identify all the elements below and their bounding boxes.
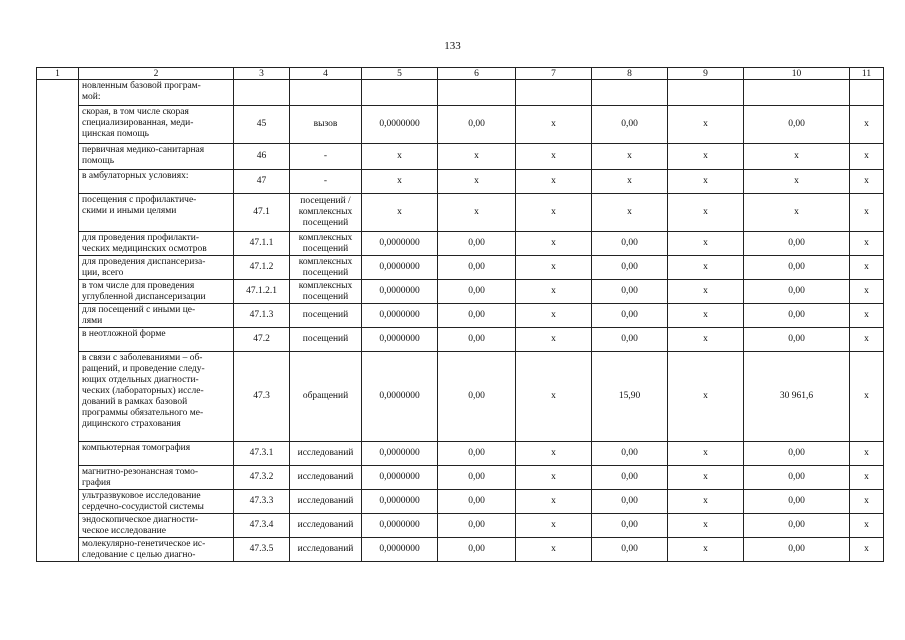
cell-col7: х <box>516 194 592 232</box>
cell-col6: 0,00 <box>438 538 516 562</box>
cell-col10: 0,00 <box>744 304 850 328</box>
row-unit: комплексных посещений <box>290 280 362 304</box>
cell-col9: х <box>668 170 744 194</box>
cell-col5: 0,0000000 <box>362 328 438 352</box>
cell-col9: х <box>668 232 744 256</box>
cell-col8: 0,00 <box>592 466 668 490</box>
row-description: ультразвуковое исследование сердечно-сосудистой системы <box>79 490 234 514</box>
cell-col5: 0,0000000 <box>362 538 438 562</box>
cell-col5: х <box>362 170 438 194</box>
table-row <box>37 280 884 304</box>
cell-col10: 0,00 <box>744 466 850 490</box>
row-description: эндоскопическое диагности- ческое исследование <box>79 514 234 538</box>
row-unit: вызов <box>290 106 362 144</box>
cell-col8: 0,00 <box>592 232 668 256</box>
cell-col9: х <box>668 194 744 232</box>
row-code: 46 <box>234 144 290 170</box>
cell-col10: 0,00 <box>744 232 850 256</box>
row-code: 47.2 <box>234 328 290 352</box>
cell-col7: х <box>516 352 592 442</box>
row-unit: - <box>290 144 362 170</box>
table-row <box>37 328 884 352</box>
row-description: посещения с профилактиче- скими и иными целями <box>79 194 234 232</box>
cell-col7: х <box>516 170 592 194</box>
row-code: 47.3.5 <box>234 538 290 562</box>
table-row <box>37 514 884 538</box>
cell-col5: 0,0000000 <box>362 490 438 514</box>
cell-col10: 0,00 <box>744 280 850 304</box>
cell-col9 <box>668 80 744 106</box>
cell-col8: 0,00 <box>592 304 668 328</box>
cell-col9: х <box>668 514 744 538</box>
table-row <box>37 232 884 256</box>
row-code: 47.1.2.1 <box>234 280 290 304</box>
cell-col7: х <box>516 106 592 144</box>
table-row <box>37 538 884 562</box>
row-code: 45 <box>234 106 290 144</box>
cell-col6: 0,00 <box>438 232 516 256</box>
column-header: 9 <box>668 68 744 80</box>
cell-col7: х <box>516 304 592 328</box>
cell-col8: 0,00 <box>592 442 668 466</box>
row-code: 47.3 <box>234 352 290 442</box>
row-description: компьютерная томография <box>79 442 234 466</box>
cell-col5: 0,0000000 <box>362 514 438 538</box>
cell-col6: х <box>438 170 516 194</box>
row-unit: комплексных посещений <box>290 256 362 280</box>
cell-col5: 0,0000000 <box>362 352 438 442</box>
cell-col9: х <box>668 144 744 170</box>
cell-col10: х <box>744 170 850 194</box>
row-description: для проведения профилакти- ческих медицинских осмотров <box>79 232 234 256</box>
row-description: новленным базовой програм- мой: <box>79 80 234 106</box>
page-number: 133 <box>444 40 461 52</box>
cell-col6: 0,00 <box>438 106 516 144</box>
cell-col11: х <box>850 280 884 304</box>
cell-col8: х <box>592 170 668 194</box>
cell-col6: 0,00 <box>438 514 516 538</box>
cell-col6: 0,00 <box>438 466 516 490</box>
cell-col7: х <box>516 280 592 304</box>
table-row <box>37 256 884 280</box>
cell-col8: 15,90 <box>592 352 668 442</box>
cell-col10: 0,00 <box>744 106 850 144</box>
row-code: 47.1 <box>234 194 290 232</box>
cell-col10: 30 961,6 <box>744 352 850 442</box>
table-row <box>37 304 884 328</box>
row-code: 47.1.1 <box>234 232 290 256</box>
header-row <box>37 68 884 80</box>
table-row <box>37 490 884 514</box>
row-code <box>234 80 290 106</box>
table-row <box>37 80 884 106</box>
cell-col10: 0,00 <box>744 514 850 538</box>
cell-col10: х <box>744 194 850 232</box>
cell-col5 <box>362 80 438 106</box>
row-unit: исследований <box>290 442 362 466</box>
cell-col11: х <box>850 144 884 170</box>
column-header: 10 <box>744 68 850 80</box>
cell-col11: х <box>850 466 884 490</box>
row-code: 47.3.1 <box>234 442 290 466</box>
table-row <box>37 170 884 194</box>
row-description: для посещений с иными це- лями <box>79 304 234 328</box>
table-row <box>37 144 884 170</box>
row-description: в амбулаторных условиях: <box>79 170 234 194</box>
cell-col5: 0,0000000 <box>362 442 438 466</box>
cell-col11: х <box>850 232 884 256</box>
row-code: 47.3.2 <box>234 466 290 490</box>
cell-col6: 0,00 <box>438 304 516 328</box>
cell-col7: х <box>516 256 592 280</box>
cell-col7: х <box>516 144 592 170</box>
column-header: 7 <box>516 68 592 80</box>
cell-col6 <box>438 80 516 106</box>
row-unit: обращений <box>290 352 362 442</box>
cell-col6: 0,00 <box>438 490 516 514</box>
row-unit: исследований <box>290 538 362 562</box>
cell-col11: х <box>850 304 884 328</box>
cell-col10: х <box>744 144 850 170</box>
cell-col11 <box>850 80 884 106</box>
cell-col6: 0,00 <box>438 256 516 280</box>
row-code: 47.3.4 <box>234 514 290 538</box>
column-header: 8 <box>592 68 668 80</box>
cell-col8: 0,00 <box>592 490 668 514</box>
column-header: 3 <box>234 68 290 80</box>
row-unit: исследований <box>290 466 362 490</box>
data-table <box>36 67 884 562</box>
cell-col11: х <box>850 194 884 232</box>
cell-col8: 0,00 <box>592 538 668 562</box>
column-header: 4 <box>290 68 362 80</box>
row-unit: исследований <box>290 514 362 538</box>
column-header: 2 <box>79 68 234 80</box>
column-header: 1 <box>37 68 79 80</box>
cell-col11: х <box>850 490 884 514</box>
cell-col6: х <box>438 144 516 170</box>
row-unit <box>290 80 362 106</box>
row-unit: исследований <box>290 490 362 514</box>
cell-col11: х <box>850 106 884 144</box>
cell-col11: х <box>850 328 884 352</box>
cell-col10 <box>744 80 850 106</box>
row-description: молекулярно-генетическое ис- следование с целью диагно- <box>79 538 234 562</box>
table-row <box>37 466 884 490</box>
cell-col10: 0,00 <box>744 256 850 280</box>
cell-col8: х <box>592 144 668 170</box>
row-description: магнитно-резонансная томо- графия <box>79 466 234 490</box>
cell-col9: х <box>668 490 744 514</box>
cell-col7: х <box>516 442 592 466</box>
cell-col10: 0,00 <box>744 490 850 514</box>
cell-col7: х <box>516 514 592 538</box>
cell-col10: 0,00 <box>744 538 850 562</box>
table-row <box>37 352 884 442</box>
cell-col7: х <box>516 328 592 352</box>
row-unit: посещений <box>290 304 362 328</box>
row-unit: - <box>290 170 362 194</box>
cell-col8: 0,00 <box>592 514 668 538</box>
row-description: первичная медико-санитарная помощь <box>79 144 234 170</box>
cell-col5: 0,0000000 <box>362 280 438 304</box>
cell-col11: х <box>850 170 884 194</box>
row-code: 47.1.3 <box>234 304 290 328</box>
cell-col11: х <box>850 538 884 562</box>
row-code: 47.1.2 <box>234 256 290 280</box>
cell-col9: х <box>668 304 744 328</box>
table-body <box>37 80 884 562</box>
cell-col9: х <box>668 442 744 466</box>
cell-col9: х <box>668 466 744 490</box>
row-description: для проведения диспансериза- ции, всего <box>79 256 234 280</box>
cell-col9: х <box>668 280 744 304</box>
cell-col6: 0,00 <box>438 328 516 352</box>
cell-col9: х <box>668 106 744 144</box>
cell-col8: х <box>592 194 668 232</box>
cell-col9: х <box>668 256 744 280</box>
row-unit: комплексных посещений <box>290 232 362 256</box>
row-group-number <box>37 80 79 562</box>
cell-col6: х <box>438 194 516 232</box>
column-header: 5 <box>362 68 438 80</box>
cell-col8: 0,00 <box>592 256 668 280</box>
cell-col6: 0,00 <box>438 352 516 442</box>
cell-col9: х <box>668 328 744 352</box>
row-description: в связи с заболеваниями – об- ращений, и проведение следу- ющих отдельных диагности- ческих (лабораторных) иссле- дований в рамках базовой программы обязательного ме- дицинского страхования <box>79 352 234 442</box>
row-description: в неотложной форме <box>79 328 234 352</box>
cell-col8: 0,00 <box>592 106 668 144</box>
table-row <box>37 194 884 232</box>
cell-col11: х <box>850 352 884 442</box>
cell-col6: 0,00 <box>438 280 516 304</box>
column-header: 11 <box>850 68 884 80</box>
cell-col10: 0,00 <box>744 442 850 466</box>
cell-col5: 0,0000000 <box>362 256 438 280</box>
cell-col5: 0,0000000 <box>362 232 438 256</box>
cell-col9: х <box>668 538 744 562</box>
cell-col10: 0,00 <box>744 328 850 352</box>
cell-col8: 0,00 <box>592 280 668 304</box>
cell-col11: х <box>850 256 884 280</box>
cell-col8: 0,00 <box>592 328 668 352</box>
cell-col11: х <box>850 442 884 466</box>
cell-col5: х <box>362 194 438 232</box>
row-description: в том числе для проведения углубленной диспансеризации <box>79 280 234 304</box>
cell-col5: 0,0000000 <box>362 106 438 144</box>
row-code: 47.3.3 <box>234 490 290 514</box>
cell-col7: х <box>516 232 592 256</box>
row-code: 47 <box>234 170 290 194</box>
table-row <box>37 442 884 466</box>
cell-col7: х <box>516 490 592 514</box>
table-row <box>37 106 884 144</box>
cell-col5: х <box>362 144 438 170</box>
column-header: 6 <box>438 68 516 80</box>
cell-col5: 0,0000000 <box>362 304 438 328</box>
cell-col9: х <box>668 352 744 442</box>
cell-col11: х <box>850 514 884 538</box>
cell-col7: х <box>516 538 592 562</box>
cell-col8 <box>592 80 668 106</box>
cell-col7: х <box>516 466 592 490</box>
cell-col7 <box>516 80 592 106</box>
row-description: скорая, в том числе скорая специализированная, меди- цинская помощь <box>79 106 234 144</box>
cell-col6: 0,00 <box>438 442 516 466</box>
row-unit: посещений <box>290 328 362 352</box>
cell-col5: 0,0000000 <box>362 466 438 490</box>
row-unit: посещений / комплексных посещений <box>290 194 362 232</box>
